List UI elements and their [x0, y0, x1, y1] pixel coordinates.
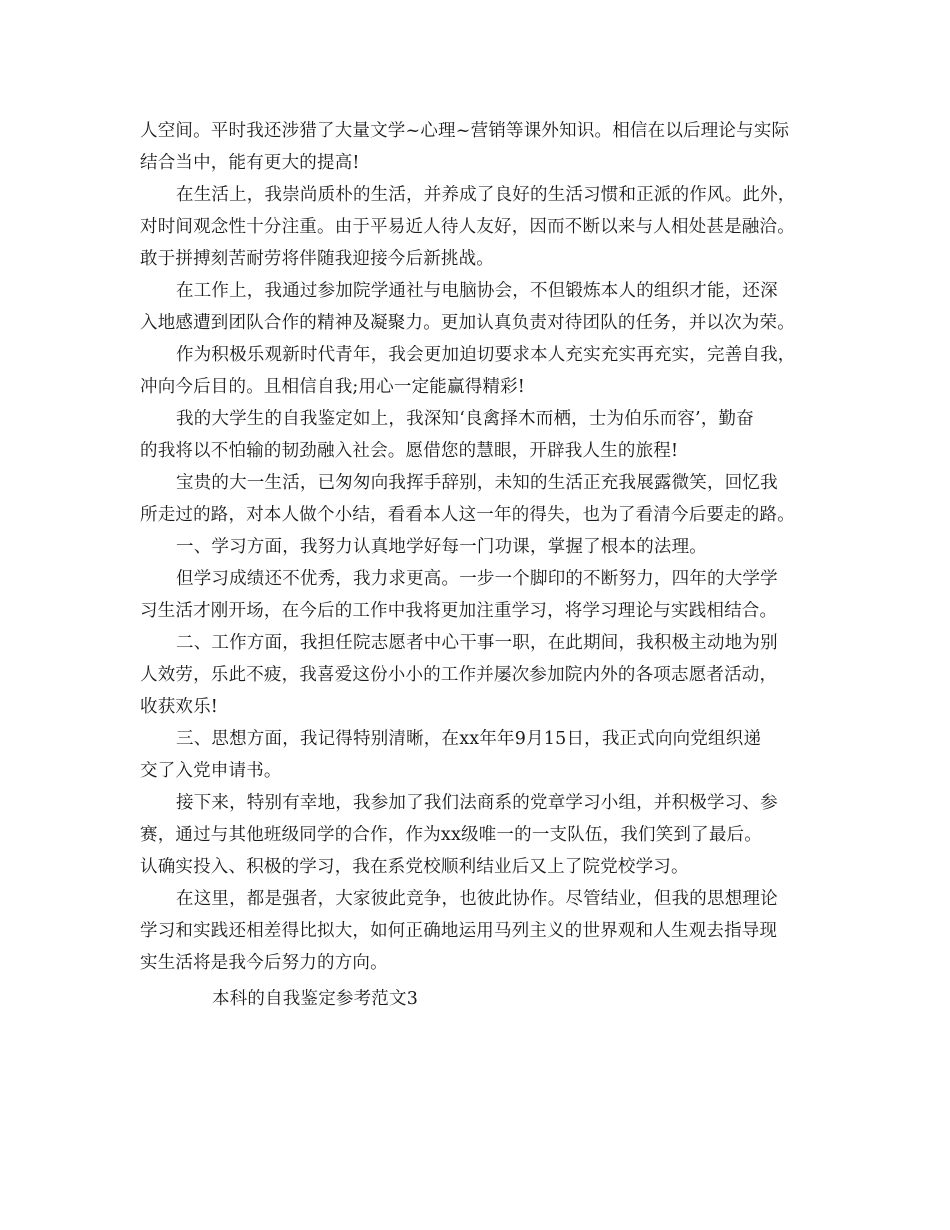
text-line: 的我将以不怕输的韧劲融入社会。愿借您的慧眼，开辟我人生的旅程! [140, 441, 679, 461]
text-line: 宝贵的大一生活，已匆匆向我挥手辞别，未知的生活正充我展露微笑，回忆我 [176, 473, 778, 493]
text-line: 人空间。平时我还涉猎了大量文学~心理~营销等课外知识。相信在以后理论与实际 [140, 121, 790, 141]
text-line: 一、学习方面，我努力认真地学好每一门功课，掌握了根本的法理。 [176, 537, 707, 557]
text-line: 二、工作方面，我担任院志愿者中心干事一职，在此期间，我积极主动地为别 [176, 633, 778, 653]
section-heading: 本科的自我鉴定参考范文3 [212, 989, 419, 1009]
text-line: 所走过的路，对本人做个小结，看看本人这一年的得失，也为了看清今后要走的路。 [140, 505, 795, 525]
text-line: 赛，通过与其他班级同学的合作，作为xx级唯一的一支队伍，我们笑到了最后。 [140, 825, 762, 845]
text-line: 实生活将是我今后努力的方向。 [140, 953, 388, 973]
text-line: 三、思想方面，我记得特别清晰，在xx年年9月15日，我正式向向党组织递 [176, 729, 762, 749]
text-line: 交了入党申请书。 [140, 761, 282, 781]
text-line: 认确实投入、积极的学习，我在系党校顺利结业后又上了院党校学习。 [140, 857, 689, 877]
text-line: 在生活上，我崇尚质朴的生活，并养成了良好的生活习惯和正派的作风。此外， [176, 185, 796, 205]
text-line: 结合当中，能有更大的提高! [140, 153, 360, 173]
text-line: 入地感遭到团队合作的精神及凝聚力。更加认真负责对待团队的任务，并以次为荣。 [140, 313, 795, 333]
document-body [140, 115, 810, 1015]
text-line: 冲向今后目的。且相信自我;用心一定能赢得精彩! [140, 377, 526, 397]
text-line: 作为积极乐观新时代青年，我会更加迫切要求本人充实充实再充实，完善自我， [176, 345, 796, 365]
text-line: 在这里，都是强者，大家彼此竞争，也彼此协作。尽管结业，但我的思想理论 [176, 889, 778, 909]
text-line: 在工作上，我通过参加院学通社与电脑协会，不但锻炼本人的组织才能，还深 [176, 281, 778, 301]
text-line: 学习和实践还相差得比拟大，如何正确地运用马列主义的世界观和人生观去指导现 [140, 921, 778, 941]
text-line: 人效劳，乐此不疲，我喜爱这份小小的工作并屡次参加院内外的各项志愿者活动， [140, 665, 778, 685]
text-line: 敢于拼搏刻苦耐劳将伴随我迎接今后新挑战。 [140, 249, 494, 269]
text-line: 习生活才刚开场，在今后的工作中我将更加注重学习，将学习理论与实践相结合。 [140, 601, 778, 621]
text-line: 但学习成绩还不优秀，我力求更高。一步一个脚印的不断努力，四年的大学学 [176, 569, 778, 589]
text-line: 我的大学生的自我鉴定如上，我深知‘良禽择木而栖，士为伯乐而容’，勤奋 [176, 409, 754, 429]
text-line: 对时间观念性十分注重。由于平易近人待人友好，因而不断以来与人相处甚是融洽。 [140, 217, 795, 237]
text-line: 接下来，特别有幸地，我参加了我们法商系的党章学习小组，并积极学习、参 [176, 793, 778, 813]
text-line: 收获欢乐! [140, 697, 219, 717]
